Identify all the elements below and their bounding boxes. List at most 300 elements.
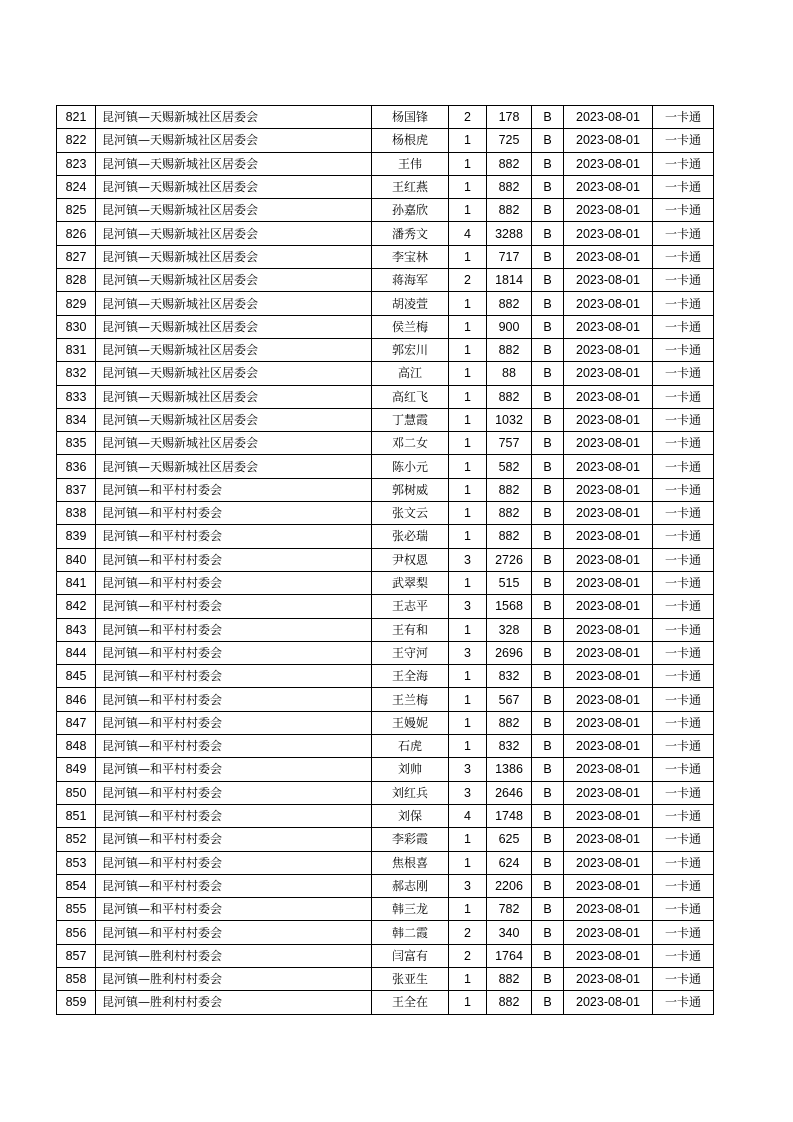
- table-row: [57, 735, 714, 758]
- amount-cell: 1764: [487, 944, 532, 967]
- grade-cell: B: [532, 385, 564, 408]
- amount-cell: 567: [487, 688, 532, 711]
- table-row: [57, 106, 714, 129]
- grade-cell: B: [532, 292, 564, 315]
- unit-cell: 昆河镇—和平村村委会: [96, 828, 372, 851]
- date-cell: 2023-08-01: [564, 432, 653, 455]
- payment-method-cell: 一卡通: [653, 665, 714, 688]
- amount-cell: 882: [487, 152, 532, 175]
- payment-method-cell: 一卡通: [653, 525, 714, 548]
- household-count-cell: 1: [449, 385, 487, 408]
- document-page: [56, 105, 713, 1015]
- row-number-cell: 853: [57, 851, 96, 874]
- payment-method-cell: 一卡通: [653, 595, 714, 618]
- unit-cell: 昆河镇—天赐新城社区居委会: [96, 408, 372, 431]
- table-row: [57, 222, 714, 245]
- table-row: [57, 618, 714, 641]
- name-cell: 潘秀文: [372, 222, 449, 245]
- table-row: [57, 688, 714, 711]
- unit-cell: 昆河镇—和平村村委会: [96, 735, 372, 758]
- household-count-cell: 1: [449, 525, 487, 548]
- row-number-cell: 844: [57, 641, 96, 664]
- household-count-cell: 3: [449, 874, 487, 897]
- amount-cell: 725: [487, 129, 532, 152]
- table-row: [57, 292, 714, 315]
- household-count-cell: 1: [449, 199, 487, 222]
- name-cell: 高江: [372, 362, 449, 385]
- date-cell: 2023-08-01: [564, 362, 653, 385]
- row-number-cell: 845: [57, 665, 96, 688]
- amount-cell: 882: [487, 502, 532, 525]
- amount-cell: 340: [487, 921, 532, 944]
- row-number-cell: 859: [57, 991, 96, 1014]
- unit-cell: 昆河镇—和平村村委会: [96, 571, 372, 594]
- grade-cell: B: [532, 898, 564, 921]
- table-row: [57, 432, 714, 455]
- row-number-cell: 835: [57, 432, 96, 455]
- date-cell: 2023-08-01: [564, 898, 653, 921]
- table-row: [57, 944, 714, 967]
- payment-method-cell: 一卡通: [653, 641, 714, 664]
- name-cell: 孙嘉欣: [372, 199, 449, 222]
- table-row: [57, 665, 714, 688]
- name-cell: 张亚生: [372, 967, 449, 990]
- date-cell: 2023-08-01: [564, 665, 653, 688]
- row-number-cell: 838: [57, 502, 96, 525]
- amount-cell: 1386: [487, 758, 532, 781]
- table-row: [57, 711, 714, 734]
- amount-cell: 882: [487, 711, 532, 734]
- household-count-cell: 1: [449, 432, 487, 455]
- unit-cell: 昆河镇—和平村村委会: [96, 874, 372, 897]
- grade-cell: B: [532, 781, 564, 804]
- date-cell: 2023-08-01: [564, 129, 653, 152]
- amount-cell: 2726: [487, 548, 532, 571]
- table-row: [57, 199, 714, 222]
- grade-cell: B: [532, 222, 564, 245]
- row-number-cell: 847: [57, 711, 96, 734]
- household-count-cell: 1: [449, 665, 487, 688]
- payment-method-cell: 一卡通: [653, 711, 714, 734]
- unit-cell: 昆河镇—胜利村村委会: [96, 944, 372, 967]
- unit-cell: 昆河镇—天赐新城社区居委会: [96, 222, 372, 245]
- row-number-cell: 829: [57, 292, 96, 315]
- grade-cell: B: [532, 595, 564, 618]
- unit-cell: 昆河镇—天赐新城社区居委会: [96, 175, 372, 198]
- table-row: [57, 595, 714, 618]
- grade-cell: B: [532, 711, 564, 734]
- amount-cell: 882: [487, 292, 532, 315]
- household-count-cell: 2: [449, 944, 487, 967]
- unit-cell: 昆河镇—和平村村委会: [96, 898, 372, 921]
- amount-cell: 882: [487, 385, 532, 408]
- date-cell: 2023-08-01: [564, 758, 653, 781]
- grade-cell: B: [532, 735, 564, 758]
- name-cell: 王全在: [372, 991, 449, 1014]
- grade-cell: B: [532, 269, 564, 292]
- amount-cell: 900: [487, 315, 532, 338]
- row-number-cell: 854: [57, 874, 96, 897]
- payment-method-cell: 一卡通: [653, 548, 714, 571]
- household-count-cell: 1: [449, 152, 487, 175]
- date-cell: 2023-08-01: [564, 571, 653, 594]
- unit-cell: 昆河镇—天赐新城社区居委会: [96, 152, 372, 175]
- amount-cell: 882: [487, 525, 532, 548]
- grade-cell: B: [532, 874, 564, 897]
- name-cell: 杨根虎: [372, 129, 449, 152]
- household-count-cell: 1: [449, 898, 487, 921]
- amount-cell: 2206: [487, 874, 532, 897]
- unit-cell: 昆河镇—和平村村委会: [96, 851, 372, 874]
- payment-method-cell: 一卡通: [653, 758, 714, 781]
- row-number-cell: 825: [57, 199, 96, 222]
- beneficiary-table: [56, 105, 714, 1015]
- row-number-cell: 848: [57, 735, 96, 758]
- table-row: [57, 548, 714, 571]
- row-number-cell: 833: [57, 385, 96, 408]
- payment-method-cell: 一卡通: [653, 828, 714, 851]
- payment-method-cell: 一卡通: [653, 478, 714, 501]
- payment-method-cell: 一卡通: [653, 408, 714, 431]
- grade-cell: B: [532, 688, 564, 711]
- row-number-cell: 828: [57, 269, 96, 292]
- payment-method-cell: 一卡通: [653, 175, 714, 198]
- payment-method-cell: 一卡通: [653, 129, 714, 152]
- row-number-cell: 837: [57, 478, 96, 501]
- table-row: [57, 874, 714, 897]
- date-cell: 2023-08-01: [564, 874, 653, 897]
- row-number-cell: 826: [57, 222, 96, 245]
- date-cell: 2023-08-01: [564, 106, 653, 129]
- payment-method-cell: 一卡通: [653, 269, 714, 292]
- payment-method-cell: 一卡通: [653, 199, 714, 222]
- date-cell: 2023-08-01: [564, 385, 653, 408]
- unit-cell: 昆河镇—和平村村委会: [96, 804, 372, 827]
- grade-cell: B: [532, 362, 564, 385]
- unit-cell: 昆河镇—和平村村委会: [96, 688, 372, 711]
- date-cell: 2023-08-01: [564, 315, 653, 338]
- household-count-cell: 1: [449, 408, 487, 431]
- date-cell: 2023-08-01: [564, 199, 653, 222]
- date-cell: 2023-08-01: [564, 828, 653, 851]
- date-cell: 2023-08-01: [564, 711, 653, 734]
- payment-method-cell: 一卡通: [653, 944, 714, 967]
- amount-cell: 2696: [487, 641, 532, 664]
- household-count-cell: 3: [449, 758, 487, 781]
- date-cell: 2023-08-01: [564, 455, 653, 478]
- table-row: [57, 245, 714, 268]
- row-number-cell: 834: [57, 408, 96, 431]
- household-count-cell: 2: [449, 269, 487, 292]
- payment-method-cell: 一卡通: [653, 571, 714, 594]
- name-cell: 尹权恩: [372, 548, 449, 571]
- table-row: [57, 525, 714, 548]
- grade-cell: B: [532, 338, 564, 361]
- table-row: [57, 502, 714, 525]
- grade-cell: B: [532, 804, 564, 827]
- household-count-cell: 1: [449, 688, 487, 711]
- name-cell: 刘帅: [372, 758, 449, 781]
- date-cell: 2023-08-01: [564, 921, 653, 944]
- unit-cell: 昆河镇—和平村村委会: [96, 665, 372, 688]
- household-count-cell: 3: [449, 781, 487, 804]
- name-cell: 王全海: [372, 665, 449, 688]
- amount-cell: 882: [487, 175, 532, 198]
- unit-cell: 昆河镇—和平村村委会: [96, 758, 372, 781]
- amount-cell: 832: [487, 735, 532, 758]
- household-count-cell: 1: [449, 991, 487, 1014]
- grade-cell: B: [532, 851, 564, 874]
- name-cell: 王伟: [372, 152, 449, 175]
- payment-method-cell: 一卡通: [653, 502, 714, 525]
- name-cell: 石虎: [372, 735, 449, 758]
- date-cell: 2023-08-01: [564, 478, 653, 501]
- unit-cell: 昆河镇—天赐新城社区居委会: [96, 269, 372, 292]
- grade-cell: B: [532, 921, 564, 944]
- unit-cell: 昆河镇—天赐新城社区居委会: [96, 385, 372, 408]
- household-count-cell: 2: [449, 921, 487, 944]
- date-cell: 2023-08-01: [564, 851, 653, 874]
- household-count-cell: 2: [449, 106, 487, 129]
- unit-cell: 昆河镇—天赐新城社区居委会: [96, 245, 372, 268]
- date-cell: 2023-08-01: [564, 502, 653, 525]
- amount-cell: 1814: [487, 269, 532, 292]
- payment-method-cell: 一卡通: [653, 874, 714, 897]
- payment-method-cell: 一卡通: [653, 432, 714, 455]
- table-row: [57, 269, 714, 292]
- payment-method-cell: 一卡通: [653, 222, 714, 245]
- payment-method-cell: 一卡通: [653, 245, 714, 268]
- date-cell: 2023-08-01: [564, 548, 653, 571]
- date-cell: 2023-08-01: [564, 688, 653, 711]
- row-number-cell: 856: [57, 921, 96, 944]
- row-number-cell: 849: [57, 758, 96, 781]
- amount-cell: 582: [487, 455, 532, 478]
- unit-cell: 昆河镇—和平村村委会: [96, 781, 372, 804]
- unit-cell: 昆河镇—天赐新城社区居委会: [96, 292, 372, 315]
- name-cell: 郝志刚: [372, 874, 449, 897]
- amount-cell: 328: [487, 618, 532, 641]
- name-cell: 焦根喜: [372, 851, 449, 874]
- grade-cell: B: [532, 548, 564, 571]
- grade-cell: B: [532, 618, 564, 641]
- grade-cell: B: [532, 106, 564, 129]
- payment-method-cell: 一卡通: [653, 618, 714, 641]
- payment-method-cell: 一卡通: [653, 362, 714, 385]
- name-cell: 郭宏川: [372, 338, 449, 361]
- household-count-cell: 1: [449, 711, 487, 734]
- grade-cell: B: [532, 502, 564, 525]
- table-row: [57, 455, 714, 478]
- amount-cell: 882: [487, 199, 532, 222]
- grade-cell: B: [532, 432, 564, 455]
- table-row: [57, 129, 714, 152]
- unit-cell: 昆河镇—和平村村委会: [96, 641, 372, 664]
- grade-cell: B: [532, 571, 564, 594]
- date-cell: 2023-08-01: [564, 595, 653, 618]
- row-number-cell: 823: [57, 152, 96, 175]
- table-row: [57, 408, 714, 431]
- household-count-cell: 1: [449, 129, 487, 152]
- name-cell: 邓二女: [372, 432, 449, 455]
- date-cell: 2023-08-01: [564, 408, 653, 431]
- unit-cell: 昆河镇—和平村村委会: [96, 478, 372, 501]
- amount-cell: 782: [487, 898, 532, 921]
- table-row: [57, 152, 714, 175]
- name-cell: 韩二霞: [372, 921, 449, 944]
- grade-cell: B: [532, 991, 564, 1014]
- name-cell: 王守河: [372, 641, 449, 664]
- name-cell: 韩三龙: [372, 898, 449, 921]
- grade-cell: B: [532, 758, 564, 781]
- household-count-cell: 3: [449, 548, 487, 571]
- row-number-cell: 840: [57, 548, 96, 571]
- row-number-cell: 858: [57, 967, 96, 990]
- table-row: [57, 758, 714, 781]
- row-number-cell: 821: [57, 106, 96, 129]
- amount-cell: 515: [487, 571, 532, 594]
- date-cell: 2023-08-01: [564, 152, 653, 175]
- grade-cell: B: [532, 129, 564, 152]
- table-row: [57, 851, 714, 874]
- table-row: [57, 338, 714, 361]
- row-number-cell: 836: [57, 455, 96, 478]
- row-number-cell: 852: [57, 828, 96, 851]
- grade-cell: B: [532, 525, 564, 548]
- date-cell: 2023-08-01: [564, 175, 653, 198]
- table-row: [57, 804, 714, 827]
- row-number-cell: 822: [57, 129, 96, 152]
- name-cell: 武翠梨: [372, 571, 449, 594]
- household-count-cell: 1: [449, 315, 487, 338]
- table-row: [57, 571, 714, 594]
- grade-cell: B: [532, 199, 564, 222]
- table-row: [57, 898, 714, 921]
- unit-cell: 昆河镇—胜利村村委会: [96, 967, 372, 990]
- name-cell: 王有和: [372, 618, 449, 641]
- name-cell: 王志平: [372, 595, 449, 618]
- grade-cell: B: [532, 408, 564, 431]
- payment-method-cell: 一卡通: [653, 292, 714, 315]
- name-cell: 刘保: [372, 804, 449, 827]
- household-count-cell: 1: [449, 967, 487, 990]
- household-count-cell: 1: [449, 502, 487, 525]
- payment-method-cell: 一卡通: [653, 921, 714, 944]
- household-count-cell: 4: [449, 804, 487, 827]
- payment-method-cell: 一卡通: [653, 106, 714, 129]
- payment-method-cell: 一卡通: [653, 455, 714, 478]
- row-number-cell: 824: [57, 175, 96, 198]
- name-cell: 陈小元: [372, 455, 449, 478]
- date-cell: 2023-08-01: [564, 967, 653, 990]
- row-number-cell: 830: [57, 315, 96, 338]
- payment-method-cell: 一卡通: [653, 781, 714, 804]
- unit-cell: 昆河镇—和平村村委会: [96, 921, 372, 944]
- unit-cell: 昆河镇—和平村村委会: [96, 502, 372, 525]
- unit-cell: 昆河镇—和平村村委会: [96, 548, 372, 571]
- amount-cell: 717: [487, 245, 532, 268]
- name-cell: 丁慧霞: [372, 408, 449, 431]
- grade-cell: B: [532, 828, 564, 851]
- date-cell: 2023-08-01: [564, 245, 653, 268]
- amount-cell: 624: [487, 851, 532, 874]
- row-number-cell: 850: [57, 781, 96, 804]
- table-row: [57, 478, 714, 501]
- unit-cell: 昆河镇—和平村村委会: [96, 711, 372, 734]
- amount-cell: 882: [487, 967, 532, 990]
- row-number-cell: 841: [57, 571, 96, 594]
- household-count-cell: 1: [449, 828, 487, 851]
- table-row: [57, 967, 714, 990]
- household-count-cell: 1: [449, 338, 487, 361]
- date-cell: 2023-08-01: [564, 525, 653, 548]
- unit-cell: 昆河镇—天赐新城社区居委会: [96, 106, 372, 129]
- table-row: [57, 385, 714, 408]
- table-row: [57, 362, 714, 385]
- grade-cell: B: [532, 641, 564, 664]
- date-cell: 2023-08-01: [564, 735, 653, 758]
- date-cell: 2023-08-01: [564, 804, 653, 827]
- grade-cell: B: [532, 152, 564, 175]
- row-number-cell: 846: [57, 688, 96, 711]
- amount-cell: 3288: [487, 222, 532, 245]
- name-cell: 侯兰梅: [372, 315, 449, 338]
- grade-cell: B: [532, 315, 564, 338]
- grade-cell: B: [532, 665, 564, 688]
- grade-cell: B: [532, 175, 564, 198]
- unit-cell: 昆河镇—天赐新城社区居委会: [96, 315, 372, 338]
- name-cell: 张必瑞: [372, 525, 449, 548]
- household-count-cell: 1: [449, 245, 487, 268]
- payment-method-cell: 一卡通: [653, 851, 714, 874]
- household-count-cell: 1: [449, 455, 487, 478]
- table-body: [57, 106, 714, 1015]
- unit-cell: 昆河镇—天赐新城社区居委会: [96, 199, 372, 222]
- household-count-cell: 1: [449, 478, 487, 501]
- date-cell: 2023-08-01: [564, 944, 653, 967]
- unit-cell: 昆河镇—天赐新城社区居委会: [96, 432, 372, 455]
- table-row: [57, 828, 714, 851]
- unit-cell: 昆河镇—和平村村委会: [96, 618, 372, 641]
- name-cell: 王兰梅: [372, 688, 449, 711]
- amount-cell: 882: [487, 338, 532, 361]
- name-cell: 杨国锋: [372, 106, 449, 129]
- table-row: [57, 921, 714, 944]
- row-number-cell: 827: [57, 245, 96, 268]
- grade-cell: B: [532, 455, 564, 478]
- date-cell: 2023-08-01: [564, 338, 653, 361]
- household-count-cell: 1: [449, 362, 487, 385]
- date-cell: 2023-08-01: [564, 991, 653, 1014]
- amount-cell: 625: [487, 828, 532, 851]
- amount-cell: 882: [487, 991, 532, 1014]
- amount-cell: 2646: [487, 781, 532, 804]
- household-count-cell: 3: [449, 641, 487, 664]
- payment-method-cell: 一卡通: [653, 688, 714, 711]
- date-cell: 2023-08-01: [564, 781, 653, 804]
- household-count-cell: 1: [449, 292, 487, 315]
- unit-cell: 昆河镇—天赐新城社区居委会: [96, 455, 372, 478]
- unit-cell: 昆河镇—天赐新城社区居委会: [96, 362, 372, 385]
- name-cell: 李彩霞: [372, 828, 449, 851]
- grade-cell: B: [532, 967, 564, 990]
- name-cell: 胡凌萱: [372, 292, 449, 315]
- payment-method-cell: 一卡通: [653, 898, 714, 921]
- name-cell: 刘红兵: [372, 781, 449, 804]
- unit-cell: 昆河镇—天赐新城社区居委会: [96, 338, 372, 361]
- amount-cell: 88: [487, 362, 532, 385]
- date-cell: 2023-08-01: [564, 269, 653, 292]
